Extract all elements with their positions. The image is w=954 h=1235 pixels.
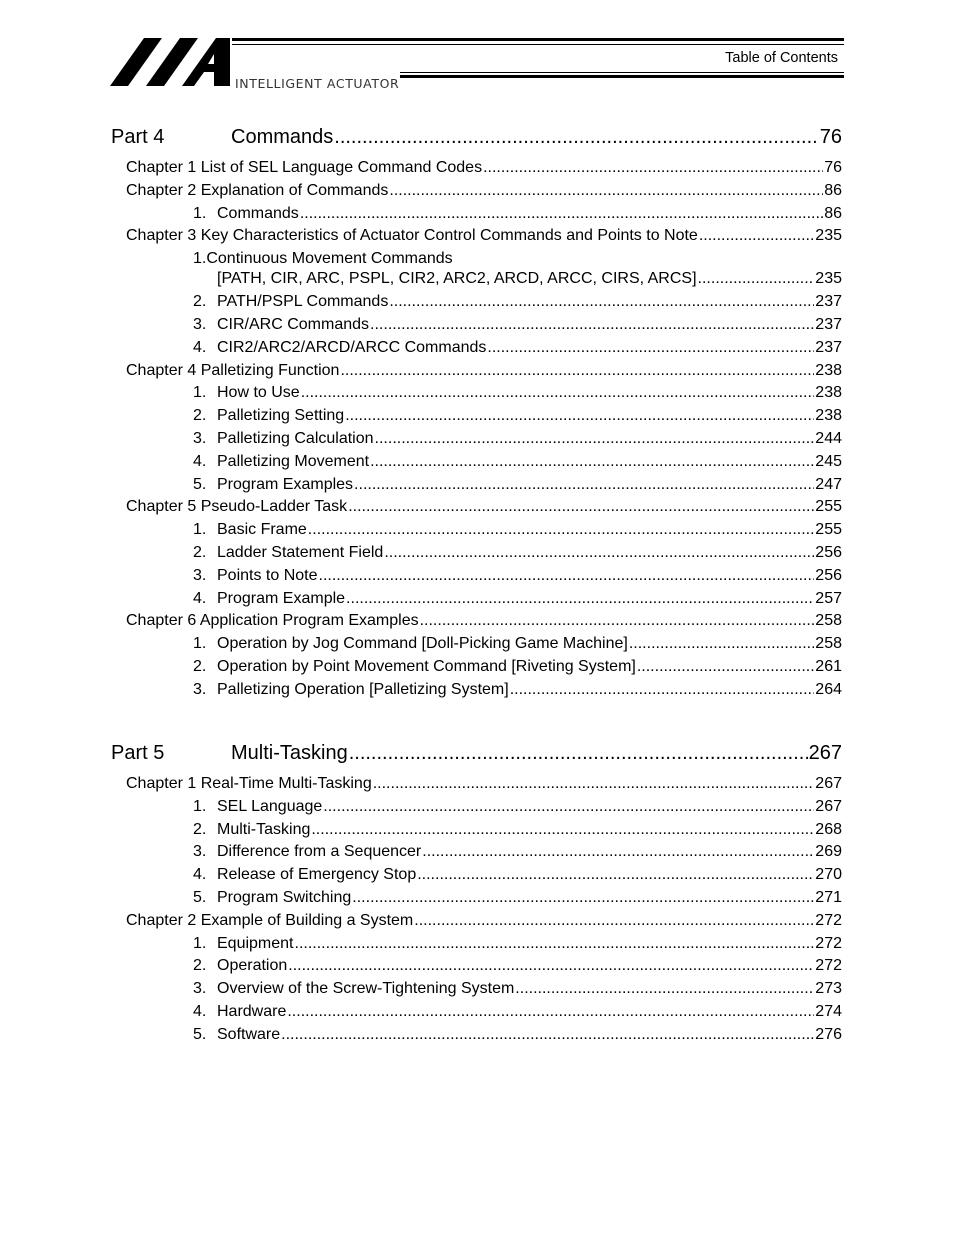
dot-leader [300,205,823,223]
page-number: 245 [815,452,842,470]
entry-label: Multi-Tasking [217,820,311,838]
toc-chapter-entry[interactable] [126,182,842,204]
dot-leader [340,362,814,380]
dot-leader [287,1003,814,1021]
entry-label: Chapter 5 Pseudo-Ladder Task [126,498,348,516]
toc-chapter-entry[interactable] [126,362,842,384]
toc-section-entry[interactable] [193,205,842,227]
dot-leader [281,1026,814,1044]
entry-label: Program Switching [217,889,352,906]
dot-leader [319,567,815,585]
entry-number: 5. [193,475,207,493]
header-rule-top-thin [232,44,844,45]
dot-leader [311,821,814,839]
header-rule-top-thick [232,38,844,41]
entry-label: Operation [217,957,288,975]
part-title: Commands [231,126,334,148]
header-rule-bottom-thin [400,72,844,73]
toc-section-entry[interactable] [193,1003,842,1025]
page-number: 238 [815,407,842,425]
entry-number: 5. [193,1025,207,1043]
toc-chapter-entry[interactable] [126,159,842,181]
entry-number: 3. [193,843,207,861]
entry-number: 2. [193,820,207,838]
entry-number: 1. [193,635,207,653]
toc-section-entry[interactable] [193,889,842,911]
dot-leader [699,227,814,245]
dot-leader [346,590,814,608]
page-number: 237 [815,316,842,333]
toc-section-entry[interactable] [193,384,842,406]
page-number: 264 [815,680,842,698]
entry-number: 5. [193,889,207,906]
dot-leader [375,430,815,448]
entry-label: Basic Frame [217,521,307,539]
entry-number: 3. [193,980,207,998]
toc-chapter-entry[interactable] [126,775,842,797]
dot-leader [334,126,818,149]
toc-section-entry[interactable] [193,567,842,589]
toc-section-entry[interactable] [193,476,842,498]
toc-section-entry[interactable] [193,935,842,957]
toc-section-entry[interactable] [193,1026,842,1048]
entry-label: Commands [217,204,299,222]
dot-leader [414,912,814,930]
dot-leader [354,476,814,494]
entry-number: 1. [193,797,207,815]
page-number: 258 [815,635,842,653]
toc-section-entry[interactable] [193,590,842,612]
toc-section-entry[interactable] [193,453,842,475]
page-number: 256 [815,566,842,584]
toc-section-entry[interactable] [193,293,842,315]
dot-leader [698,270,815,288]
entry-number: 1. [193,934,207,952]
dot-leader [637,658,814,676]
toc-section-entry[interactable] [193,339,842,361]
toc-section-entry[interactable] [193,407,842,429]
dot-leader [515,980,814,998]
entry-label: Hardware [217,1003,287,1020]
entry-label: Chapter 1 Real-Time Multi-Tasking [126,775,372,792]
toc-section-entry[interactable] [193,821,842,843]
dot-leader [373,775,815,793]
entry-number: 3. [193,566,207,584]
page-number: 271 [815,889,842,906]
entry-label: Software [217,1025,281,1043]
dot-leader [345,407,814,425]
toc-section-entry[interactable] [193,980,842,1002]
page-number: 258 [815,612,842,630]
entry-label: Chapter 6 Application Program Examples [126,612,419,630]
dot-leader [483,159,823,177]
entry-number: 1. [193,521,207,539]
entry-number: 2. [193,544,207,561]
dot-leader [288,957,814,975]
entry-label: Ladder Statement Field [217,544,384,561]
toc-entry-line2[interactable] [217,270,842,292]
entry-label: Chapter 1 List of SEL Language Command Codes [126,159,483,176]
entry-number: 1. [193,250,207,268]
toc-section-entry[interactable] [193,681,842,703]
toc-entry-line1[interactable] [193,250,453,272]
entry-label: Operation by Jog Command [Doll-Picking Game Machine] [217,635,628,653]
page-number: 235 [815,270,842,288]
page-number: 274 [815,1003,842,1020]
toc-section-entry[interactable] [193,866,842,888]
entry-label: Palletizing Operation [Palletizing System] [217,680,509,698]
page-number: 247 [815,475,842,493]
page-number: 269 [815,843,842,861]
entry-label: Program Examples [217,475,354,493]
entry-number: 3. [193,316,207,333]
toc-chapter-entry[interactable] [126,912,842,934]
entry-label: Palletizing Calculation [217,430,374,447]
brand-name: INTELLIGENT ACTUATOR [235,76,400,91]
entry-label: Continuous Movement Commands [206,250,453,268]
entry-number: 4. [193,452,207,470]
toc-chapter-entry[interactable] [126,498,842,520]
dot-leader [487,339,814,357]
page-number: 261 [815,658,842,675]
page-number: 238 [815,384,842,402]
entry-label: Chapter 2 Example of Building a System [126,911,414,929]
page-number: 267 [815,775,842,792]
entry-label: CIR2/ARC2/ARCD/ARCC Commands [217,338,487,356]
dot-leader [323,798,814,816]
part-number: Part 4 [111,126,165,148]
entry-number: 4. [193,1003,207,1020]
dot-leader [417,866,814,884]
page-number: 267 [808,742,842,764]
dot-leader [422,843,814,861]
dot-leader [352,889,814,907]
toc-section-entry[interactable] [193,430,842,452]
page-number: 272 [815,911,842,929]
dot-leader [420,612,815,630]
toc-section-entry[interactable] [193,521,842,543]
entry-label: Release of Emergency Stop [217,866,417,884]
entry-label: Operation by Point Movement Command [Riveting System] [217,658,636,675]
page-header [0,0,954,110]
entry-label: Program Example [217,589,346,607]
entry-number: 2. [193,957,207,975]
toc-section-entry[interactable] [193,316,842,338]
entry-number: 2. [193,658,207,675]
entry-number: 3. [193,680,207,698]
header-rule-bottom-thick [400,75,844,78]
dot-leader [389,182,823,200]
header-title: Table of Contents [725,50,838,66]
dot-leader [301,384,815,402]
entry-label: Chapter 4 Palletizing Function [126,361,340,379]
dot-leader [308,521,815,539]
entry-number: 4. [193,338,207,356]
dot-leader [510,681,815,699]
page-number: 86 [824,181,842,199]
page-number: 268 [815,820,842,838]
toc-section-entry[interactable] [193,635,842,657]
dot-leader [370,316,814,334]
page-number: 267 [815,797,842,815]
page-number: 237 [815,338,842,356]
entry-label: Chapter 2 Explanation of Commands [126,181,389,199]
page-number: 272 [815,934,842,952]
part-heading[interactable] [111,742,842,768]
entry-label: Chapter 3 Key Characteristics of Actuator Control Commands and Points to Note [126,227,698,245]
dot-leader [629,635,814,653]
entry-number: 1. [193,204,207,222]
entry-number: 4. [193,866,207,884]
entry-label: CIR/ARC Commands [217,316,370,333]
entry-label: Palletizing Movement [217,452,370,470]
page-number: 86 [824,204,842,222]
dot-leader [370,453,814,471]
page-number: 276 [815,1025,842,1043]
part-number: Part 5 [111,742,165,764]
entry-number: 3. [193,430,207,447]
dot-leader [384,544,814,562]
toc-chapter-entry[interactable] [126,612,842,634]
entry-label: PATH/PSPL Commands [217,293,389,311]
page-number: 272 [815,957,842,975]
page-number: 237 [815,293,842,311]
entry-label: Equipment [217,934,294,952]
page-number: 238 [815,361,842,379]
page-number: 257 [815,589,842,607]
page-number: 256 [815,544,842,561]
entry-label: Overview of the Screw-Tightening System [217,980,515,998]
part-title: Multi-Tasking [231,742,348,764]
entry-number: 4. [193,589,207,607]
toc-section-entry[interactable] [193,658,842,680]
toc-section-entry[interactable] [193,957,842,979]
page-number: 76 [824,159,842,176]
page-number: 270 [815,866,842,884]
dot-leader [349,742,808,765]
iai-logo-icon [110,36,232,88]
page-number: 76 [819,126,842,148]
entry-label: How to Use [217,384,300,402]
page-number: 273 [815,980,842,998]
dot-leader [295,935,815,953]
entry-label: Palletizing Setting [217,407,345,425]
dot-leader [389,293,814,311]
entry-label-continued: [PATH, CIR, ARC, PSPL, CIR2, ARC2, ARCD, ARCC, CIRS, ARCS] [217,270,697,288]
entry-label: SEL Language [217,797,323,815]
page-number: 255 [815,498,842,516]
toc-section-entry[interactable] [193,544,842,566]
page-number: 244 [815,430,842,447]
entry-label: Difference from a Sequencer [217,843,422,861]
entry-number: 2. [193,407,207,425]
entry-number: 2. [193,293,207,311]
part-heading[interactable] [111,126,842,152]
page-number: 255 [815,521,842,539]
toc-section-entry[interactable] [193,843,842,865]
dot-leader [348,498,814,516]
toc-chapter-entry[interactable] [126,227,842,249]
toc-section-entry[interactable] [193,798,842,820]
entry-number: 1. [193,384,207,402]
entry-label: Points to Note [217,566,318,584]
page-number: 235 [815,227,842,245]
